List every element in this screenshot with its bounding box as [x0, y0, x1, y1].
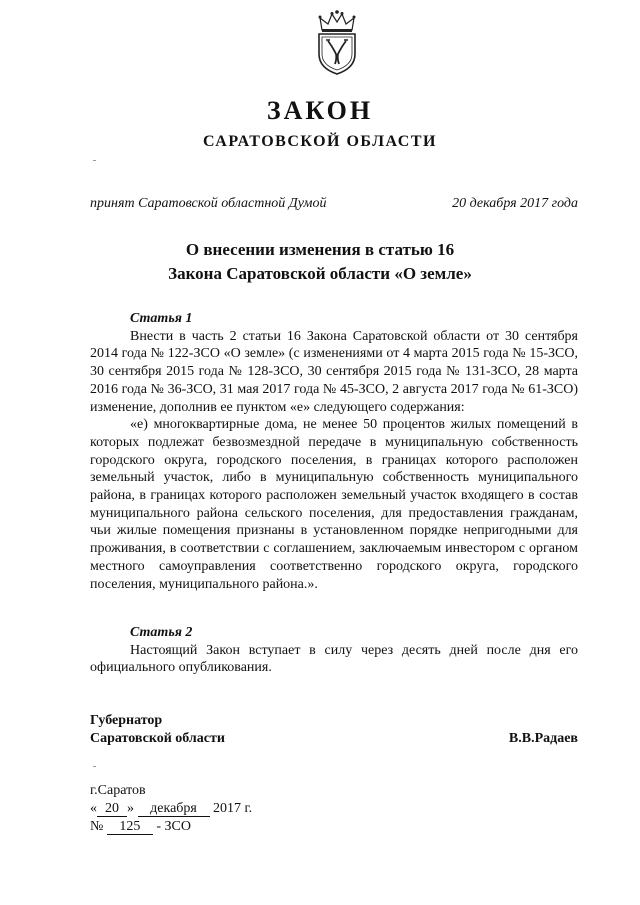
footer-city: г.Саратов [90, 783, 146, 798]
article-2 [90, 624, 578, 677]
saratov-coat-of-arms-icon [314, 10, 360, 76]
footer-number-prefix: № [90, 819, 104, 834]
article-2-paragraph-1: Настоящий Закон вступает в силу через десять дней после дня его официального опубликования. [90, 642, 578, 676]
footer-date: « 20 » декабря 2017 г. [90, 801, 253, 816]
law-subtitle: САРАТОВСКОЙ ОБЛАСТИ [203, 133, 437, 150]
footer-number [90, 818, 390, 836]
document-title [0, 238, 640, 286]
article-2-heading: Статья 2 [130, 625, 193, 640]
article-1 [90, 310, 578, 593]
article-1-paragraph-1: Внести в часть 2 статьи 16 Закона Саратовской области от 30 сентября 2014 года № 122-ЗСО «О земле» (с изменениями от 4 марта 2015 года № 15-ЗСО, 30 сентября 2015 года № 128-ЗСО, 30 сентября 2015 года № 131-ЗСО, 28 марта 2016 года № 36-ЗСО, 31 мая 2017 года № 45-ЗСО, 2 августа 2017 года № 61-ЗСО) изменение, дополнив ее пунктом «е» следующего содержания: [90, 328, 578, 415]
article-1-paragraph-2: «е) многоквартирные дома, не менее 50 процентов жилых помещений в которых подлежат безвозмездной передаче в муниципальную собственность городского округа, городского поселения, в границах которого расположен земельный участок, либо в муниципальную собственность муниципального района, в границах которого расположен земельный участок входящего в состав муниципального района сельского поселения, для предоставления гражданам, чьи жилые помещения признаны в установленном порядке непригодными для проживания, в соответствии с соглашением, заключаемым инвестором с органом местного самоуправления соответственно городского округа, городского поселения, муниципального района.». [90, 417, 578, 592]
signatory-position-line-2: Саратовской области [90, 731, 225, 746]
law-title: ЗАКОН [266, 96, 374, 125]
signatory-position-line-1: Губернатор [90, 713, 163, 728]
document-footer [90, 782, 390, 836]
document-title-line-2: Закона Саратовской области «О земле» [168, 264, 472, 283]
footer-month: декабря [138, 801, 210, 817]
footer-number-suffix: - ЗСО [156, 819, 191, 834]
footer-number-value: 125 [107, 819, 153, 835]
margin-mark [93, 160, 96, 161]
signatory-name: В.В.Радаев [508, 731, 578, 746]
adopted-by-text: принят Саратовской областной Думой [90, 196, 327, 211]
footer-day: 20 [97, 801, 127, 817]
adoption-date: 20 декабря 2017 года [452, 196, 578, 211]
margin-mark [93, 766, 96, 767]
signature-block [90, 712, 578, 748]
footer-year: 2017 г. [213, 801, 253, 816]
document-title-line-1: О внесении изменения в статью 16 [185, 240, 455, 259]
article-1-heading: Статья 1 [130, 311, 193, 326]
